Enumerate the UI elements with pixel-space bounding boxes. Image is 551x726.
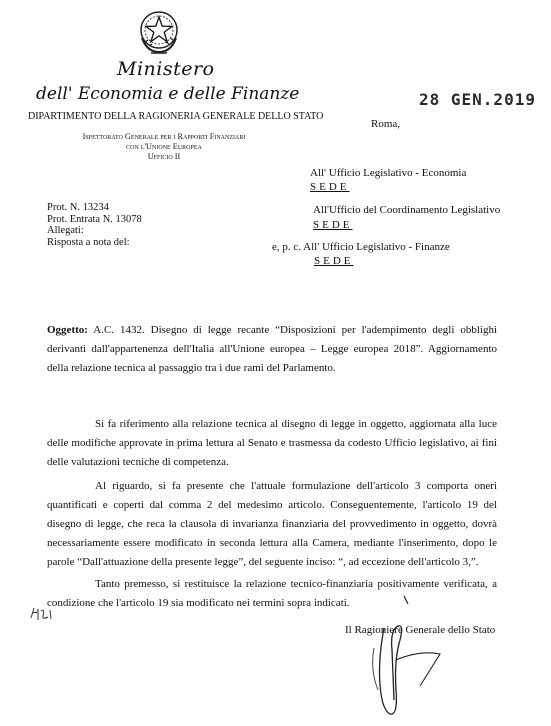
recipient-2: All'Ufficio del Coordinamento Legislativo [313,204,501,216]
inspectorate-line: Ufficio II [147,152,181,161]
ministry-title: Ministero [117,58,215,80]
reply-to-label: Risposta a nota del: [47,236,130,248]
body-paragraph: Al riguardo, si fa presente che l'attuale formulazione dell'articolo 3 comporta oneri quantificati e coperti dal comma 2 del medesimo articolo. Conseguentemente, l'articolo 19 del disegno di legge, che reca la clausola di invarianza finanziaria del provvedimento in oggetto, dovrà necessariamente essere modificato in seconda lettura alla Camera, mediante l'inserimento, dopo le parole “Dall'attuazione della presente legge”, del seguente inciso: “, ad eccezione dell'articolo 3,”. [47,480,497,568]
handwritten-initials [28,604,58,624]
inspectorate-line: Ispettorato Generale per i Rapporti Finanziari [82,132,246,141]
department-name: DIPARTIMENTO DELLA RAGIONERIA GENERALE DELLO STATO [28,111,324,122]
subject-text: A.C. 1432. Disegno di legge recante “Disposizioni per l'adempimento degli obblighi derivanti dall'appartenenza dell'Italia all'Unione europea – Legge europea 2018”. Aggiornamento della relazione tecnica al passaggio tra i due rami del Parlamento. [47,324,497,374]
recipient-3: e, p. c. All' Ufficio Legislativo - Finanze [272,241,450,253]
protocol-entry-number: Prot. Entrata N. 13078 [47,213,142,225]
date-stamp: 28 GEN.2019 [419,90,536,109]
body-paragraph: Tanto premesso, si restituisce la relazione tecnico-finanziaria positivamente verificata, a condizione che l'articolo 19 sia modificato nei termini sopra indicati. [47,578,497,609]
handwritten-signature [360,590,480,720]
inspectorate-line: con l'Unione Europea [126,142,202,151]
place-label: Roma, [371,118,401,130]
recipient-1: All' Ufficio Legislativo - Economia [310,167,467,179]
attachments-label: Allegati: [47,225,84,237]
protocol-number: Prot. N. 13234 [47,202,109,213]
signer-title: Il Ragioniere Generale dello Stato [345,624,496,636]
republic-emblem-icon [137,8,181,54]
subject-paragraph [47,321,497,378]
subject-label: Oggetto: [47,324,88,336]
recipient-1-sede: SEDE [310,181,350,193]
ministry-subtitle: dell' Economia e delle Finanze [36,84,300,104]
inspectorate-block [78,132,250,162]
letter-body [47,321,497,616]
recipient-3-sede: SEDE [314,255,354,267]
protocol-block [47,202,142,248]
body-paragraph: Si fa riferimento alla relazione tecnica al disegno di legge in oggetto, aggiornata alla luce delle modifiche approvate in prima lettura al Senato e trasmessa da codesto Ufficio legislativo, ai fini delle valutazioni tecniche di competenza. [47,418,497,468]
recipient-2-sede: SEDE [313,219,353,231]
